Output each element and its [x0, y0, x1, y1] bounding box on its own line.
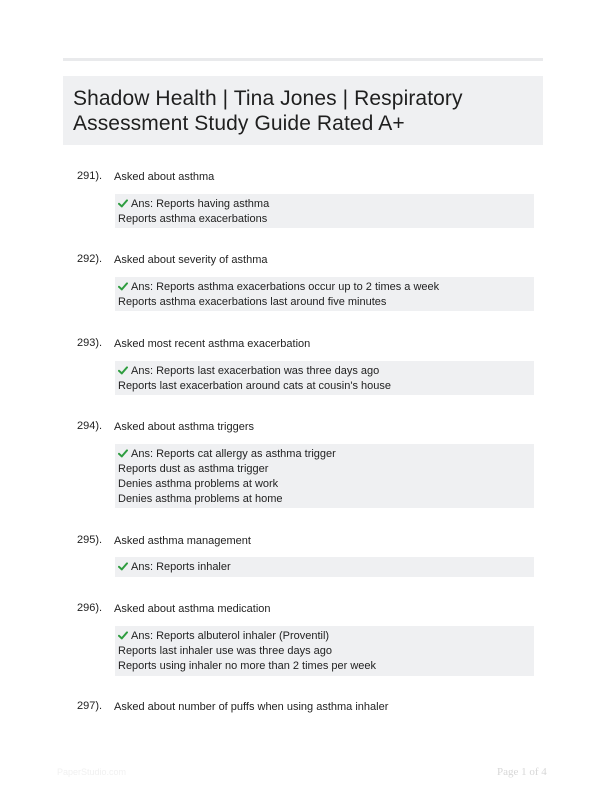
question-text: Asked asthma management — [114, 535, 251, 547]
answer-line: Reports asthma exacerbations — [118, 213, 268, 225]
check-icon — [118, 449, 128, 458]
answer-box — [115, 557, 534, 577]
question-number: 291). — [77, 170, 103, 182]
check-icon — [118, 562, 128, 571]
question-number: 296). — [77, 602, 103, 614]
answer-line: Reports asthma exacerbations last around five minutes — [118, 296, 387, 308]
check-icon — [118, 199, 128, 208]
question-number: 297). — [77, 700, 103, 712]
answer-box — [115, 444, 534, 508]
question-number: 292). — [77, 253, 103, 265]
answer-line: Reports dust as asthma trigger — [118, 463, 269, 475]
answer-box — [115, 626, 534, 676]
check-icon — [118, 282, 128, 291]
footer-watermark: PaperStudio.com — [57, 767, 127, 777]
answer-box — [115, 277, 534, 311]
check-icon — [118, 366, 128, 375]
question-text: Asked about severity of asthma — [114, 254, 268, 266]
answer-line: Reports using inhaler no more than 2 times per week — [118, 660, 377, 672]
question-number: 293). — [77, 337, 103, 349]
title-banner — [63, 76, 543, 145]
check-icon — [118, 631, 128, 640]
question-number: 294). — [77, 420, 103, 432]
question-text: Asked about number of puffs when using asthma inhaler — [114, 701, 389, 713]
answer-line: Ans: Reports cat allergy as asthma trigger — [118, 447, 534, 462]
answer-line: Reports last exacerbation around cats at cousin's house — [118, 380, 391, 392]
answer-line: Reports last inhaler use was three days ago — [118, 645, 333, 657]
answer-line: Ans: Reports albuterol inhaler (Proventil) — [118, 629, 534, 644]
top-divider — [63, 58, 543, 61]
answer-line: Ans: Reports last exacerbation was three days ago — [118, 364, 534, 379]
answer-line: Ans: Reports having asthma — [118, 197, 534, 212]
answer-line: Denies asthma problems at home — [118, 493, 283, 505]
question-text: Asked about asthma medication — [114, 603, 271, 615]
answer-box — [115, 361, 534, 395]
answer-line: Denies asthma problems at work — [118, 478, 279, 490]
answer-box — [115, 194, 534, 228]
answer-line: Ans: Reports asthma exacerbations occur up to 2 times a week — [118, 280, 534, 295]
document-title: Shadow Health | Tina Jones | Respiratory Assessment Study Guide Rated A+ — [73, 87, 463, 135]
answer-line: Ans: Reports inhaler — [118, 560, 534, 575]
question-text: Asked most recent asthma exacerbation — [114, 338, 311, 350]
question-text: Asked about asthma — [114, 171, 215, 183]
question-text: Asked about asthma triggers — [114, 421, 255, 433]
question-number: 295). — [77, 534, 103, 546]
page-number: Page 1 of 4 — [497, 766, 547, 778]
